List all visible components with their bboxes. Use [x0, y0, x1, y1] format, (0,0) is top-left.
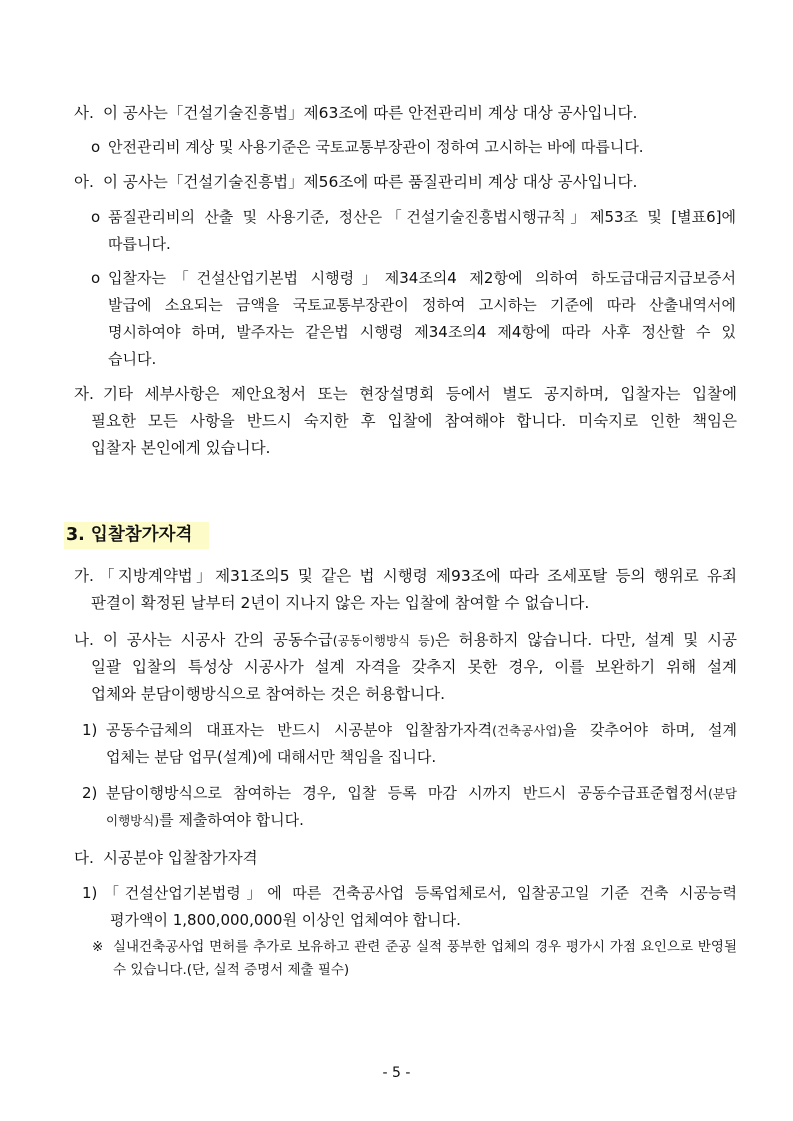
text-run: 분담이행방식으로 참여하는 경우, 입찰 등록 마감 시까지 반드시 공동수급표준협정서 [106, 784, 708, 802]
text-run-small: 이행방식) [106, 813, 160, 828]
sub-item-text: 업체는 분담 업무(설계)에 대해서만 책임을 집니다. [106, 748, 437, 766]
text-run-small: (공동이행방식 등) [332, 633, 435, 648]
sub-item-text: 입찰자는「건설산업기본법 시행령」제34조의4 제2항에 의하여 하도급대금지급보증서 [108, 269, 736, 287]
item-text: 입찰자 본인에게 있습니다. [91, 439, 271, 457]
item-marker: 1) [82, 884, 98, 902]
bullet-marker: o [91, 138, 101, 156]
note-marker: ※ [92, 939, 104, 955]
item-marker: 사. [74, 104, 94, 122]
text-run-small: (분담 [707, 786, 737, 801]
item-marker: 다. [74, 849, 94, 867]
sub-item-text: 안전관리비 계상 및 사용기준은 국토교통부장관이 정하여 고시하는 바에 따릅니다. [108, 138, 644, 156]
item-text: 필요한 모든 사항을 반드시 숙지한 후 입찰에 참여해야 합니다. 미숙지로 인한 책임은 [91, 412, 737, 430]
item-marker: 1) [82, 721, 98, 739]
sub-item-text [106, 806, 304, 835]
note-text: 수 있습니다.(단, 실적 증명서 제출 필수) [113, 962, 350, 978]
item-text: 「지방계약법」제31조의5 및 같은 법 시행령 제93조에 따라 조세포탈 등의 행위로 유죄 [99, 567, 737, 585]
sub-item-text [106, 779, 737, 808]
item-marker: 아. [74, 173, 94, 191]
sub-item-text: 따릅니다. [108, 235, 171, 253]
item-text [103, 626, 737, 655]
item-text: 판결이 확정된 날부터 2년이 지나지 않은 자는 입찰에 참여할 수 없습니다. [91, 594, 590, 612]
item-marker: 2) [82, 784, 98, 802]
item-text: 시공분야 입찰참가자격 [103, 849, 258, 867]
sub-item-text: 명시하여야 하며, 발주자는 같은법 시행령 제34조의4 제4항에 따라 사후 정산할 수 있 [108, 323, 736, 341]
bullet-marker: o [91, 269, 101, 287]
sub-item-text: 발급에 소요되는 금액을 국토교통부장관이 정하여 고시하는 기준에 따라 산출내역서에 [108, 296, 736, 314]
section-heading-text: 3. 입찰참가자격 [66, 525, 193, 545]
sub-item-text: 「건설산업기본법령」에 따른 건축공사업 등록업체로서, 입찰공고일 기준 건축 시공능력 [104, 884, 737, 902]
section-heading [64, 522, 209, 549]
bullet-marker: o [91, 208, 101, 226]
sub-item-text: 습니다. [108, 350, 157, 368]
text-run: 을 갖추어야 하며, 설계 [562, 721, 737, 739]
item-marker: 가. [74, 567, 94, 585]
item-text: 기타 세부사항은 제안요청서 또는 현장설명회 등에서 별도 공지하며, 입찰자는 입찰에 [103, 385, 737, 403]
item-text: 이 공사는「건설기술진흥법」제56조에 따른 품질관리비 계상 대상 공사입니다. [103, 173, 638, 191]
text-run: 은 허용하지 않습니다. 다만, 설계 및 시공 [434, 631, 737, 649]
item-marker: 자. [74, 385, 94, 403]
note-text: 실내건축공사업 면허를 추가로 보유하고 관련 준공 실적 풍부한 업체의 경우 평가시 가점 요인으로 반영될 [113, 939, 737, 955]
text-run-small: (건축공사업) [492, 723, 563, 738]
sub-item-text: 평가액이 1,800,000,000원 이상인 업체여야 합니다. [110, 911, 461, 929]
text-run: 를 제출하여야 합니다. [159, 811, 304, 829]
text-run: 이 공사는 시공사 간의 공동수급 [103, 631, 333, 649]
item-marker: 나. [74, 631, 94, 649]
sub-item-text: 품질관리비의 산출 및 사용기준, 정산은「건설기술진흥법시행규칙」제53조 및 [별표6]에 [108, 208, 736, 226]
sub-item-text [106, 716, 737, 745]
item-text: 업체와 분담이행방식으로 참여하는 것은 허용합니다. [91, 685, 446, 703]
item-text: 일괄 입찰의 특성상 시공사가 설계 자격을 갖추지 못한 경우, 이를 보완하기 위해 설계 [91, 658, 737, 676]
page-number: - 5 - [382, 1065, 411, 1081]
text-run: 공동수급체의 대표자는 반드시 시공분야 입찰참가자격 [106, 721, 493, 739]
item-text: 이 공사는「건설기술진흥법」제63조에 따른 안전관리비 계상 대상 공사입니다. [103, 104, 638, 122]
